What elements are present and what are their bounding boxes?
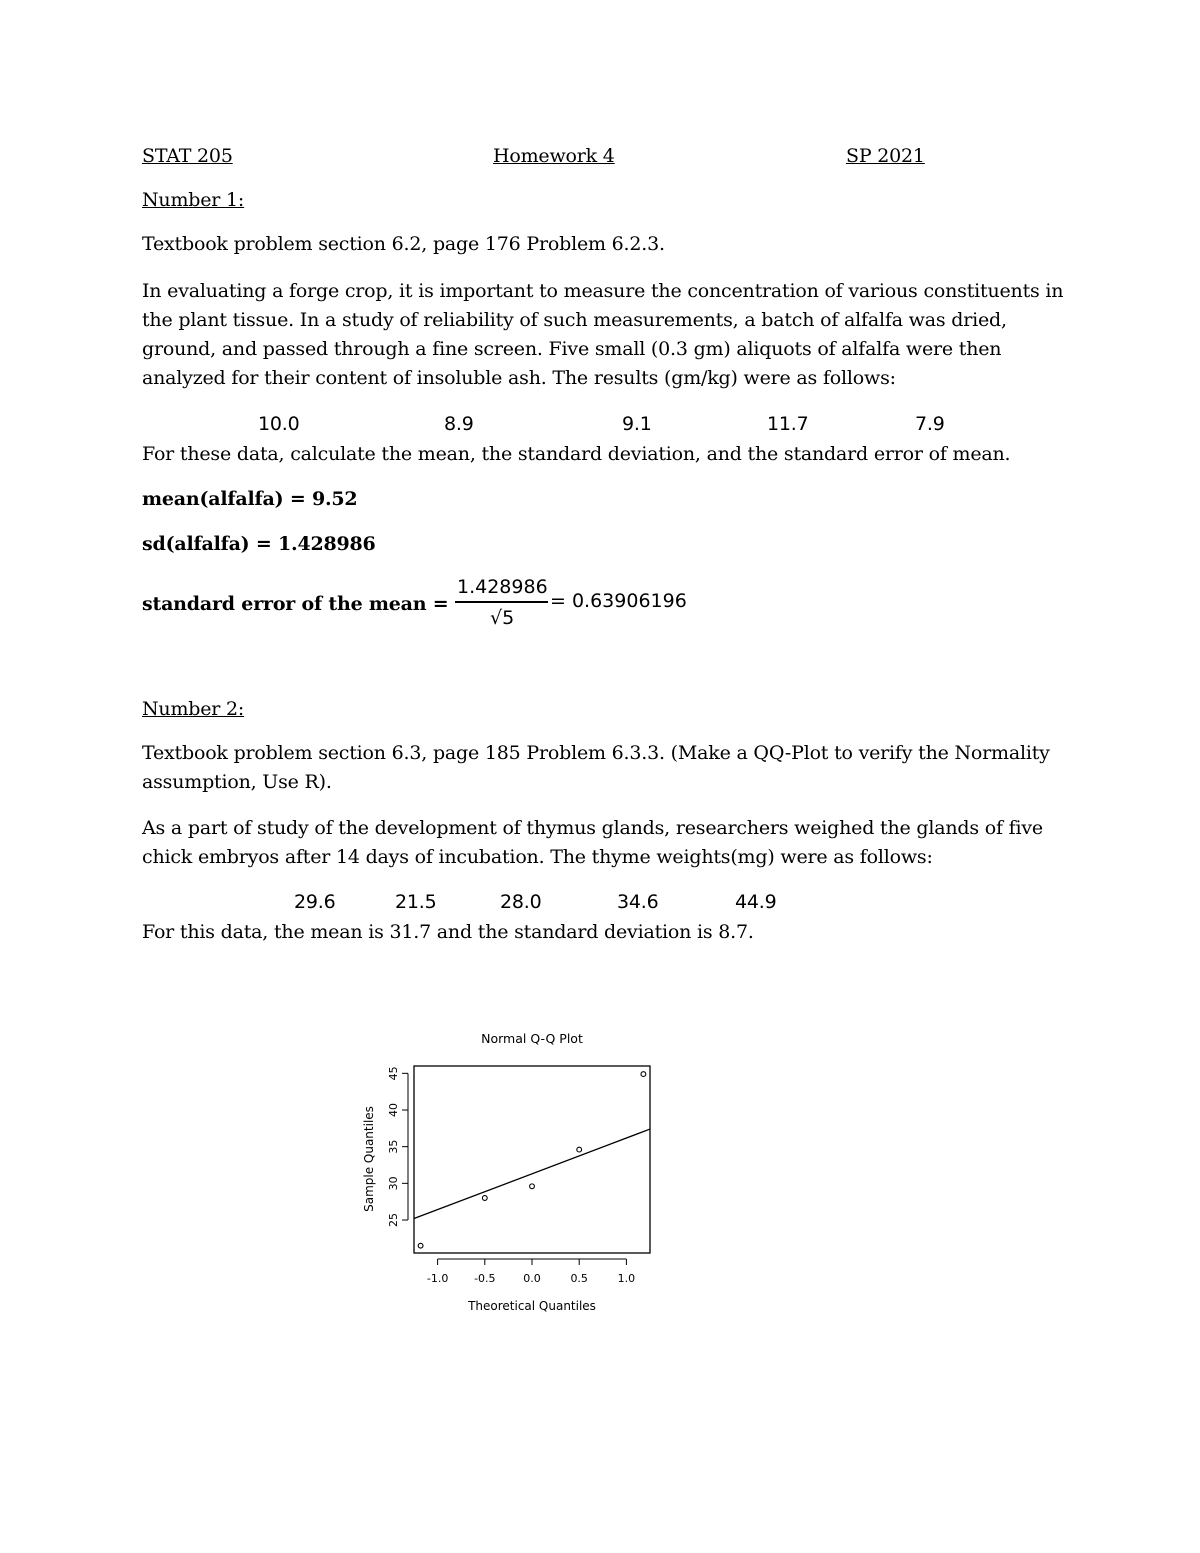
q2-reference-line: Textbook problem section 6.3, page 185 Problem 6.3.3. (Make a QQ-Plot to verify the Normality — [142, 742, 1050, 764]
q1-value: 11.7 — [767, 413, 809, 435]
q2-value: 28.0 — [500, 891, 542, 913]
y-tick-label: 35 — [387, 1139, 400, 1154]
q1-value: 8.9 — [444, 413, 474, 435]
q1-para-line: In evaluating a forge crop, it is important to measure the concentration of various constituents in — [142, 280, 1064, 302]
q1-heading: Number 1: — [142, 189, 245, 211]
q1-mean-answer: mean(alfalfa) = 9.52 — [142, 488, 358, 510]
q2-summary: For this data, the mean is 31.7 and the standard deviation is 8.7. — [142, 921, 754, 943]
data-point — [418, 1243, 423, 1248]
chart-title: Normal Q-Q Plot — [481, 1031, 583, 1046]
x-tick-label: -0.5 — [474, 1272, 496, 1285]
reference-line-group — [414, 1129, 650, 1218]
x-axis-label: Theoretical Quantiles — [468, 1299, 596, 1313]
course-code: STAT 205 — [142, 145, 233, 167]
q1-para-line: analyzed for their content of insoluble ash. The results (gm/kg) were as follows: — [142, 367, 896, 389]
q2-value: 34.6 — [617, 891, 659, 913]
x-tick-label: 1.0 — [617, 1272, 636, 1285]
qq-reference-line — [414, 1129, 650, 1218]
data-point — [482, 1196, 487, 1201]
q1-value: 7.9 — [915, 413, 945, 435]
q2-value: 29.6 — [294, 891, 336, 913]
y-axis — [387, 1066, 408, 1227]
y-tick-label: 45 — [387, 1066, 400, 1081]
q1-instruction: For these data, calculate the mean, the standard deviation, and the standard error of mean. — [142, 443, 1011, 465]
q1-reference: Textbook problem section 6.2, page 176 Problem 6.2.3. — [142, 233, 665, 255]
q2-heading: Number 2: — [142, 698, 245, 720]
y-axis-label: Sample Quantiles — [362, 1106, 376, 1212]
x-tick-label: -1.0 — [426, 1272, 449, 1285]
term-label: SP 2021 — [846, 145, 925, 167]
se-result: = 0.63906196 — [550, 590, 687, 612]
homework-title: Homework 4 — [493, 145, 615, 167]
qq-plot — [350, 1020, 680, 1320]
y-tick-label: 30 — [387, 1176, 400, 1191]
x-axis — [427, 1259, 635, 1285]
q1-value: 10.0 — [258, 413, 300, 435]
data-points — [418, 1072, 646, 1248]
q1-se-label: standard error of the mean = — [142, 593, 449, 615]
q2-value: 21.5 — [395, 891, 437, 913]
q2-para-line: As a part of study of the development of thymus glands, researchers weighed the glands of five — [142, 817, 1043, 839]
se-numerator: 1.428986 — [457, 576, 548, 598]
y-tick-label: 40 — [387, 1103, 400, 1117]
data-point — [530, 1184, 535, 1189]
q2-para-line: chick embryos after 14 days of incubation. The thyme weights(mg) were as follows: — [142, 846, 933, 868]
data-point — [577, 1147, 582, 1152]
plot-frame — [414, 1066, 650, 1253]
fraction-bar — [455, 601, 548, 603]
q1-sd-answer: sd(alfalfa) = 1.428986 — [142, 533, 376, 555]
y-tick-label: 25 — [387, 1213, 400, 1227]
q2-reference-line: assumption, Use R). — [142, 771, 332, 793]
x-tick-label: 0.0 — [523, 1272, 541, 1285]
q1-para-line: ground, and passed through a fine screen. Five small (0.3 gm) aliquots of alfalfa were then — [142, 338, 1002, 360]
q2-value: 44.9 — [735, 891, 777, 913]
data-point — [641, 1072, 646, 1077]
q1-para-line: the plant tissue. In a study of reliability of such measurements, a batch of alfalfa was dried, — [142, 309, 1007, 331]
se-denominator: √5 — [490, 607, 515, 629]
x-tick-label: 0.5 — [570, 1272, 588, 1285]
q1-value: 9.1 — [622, 413, 652, 435]
